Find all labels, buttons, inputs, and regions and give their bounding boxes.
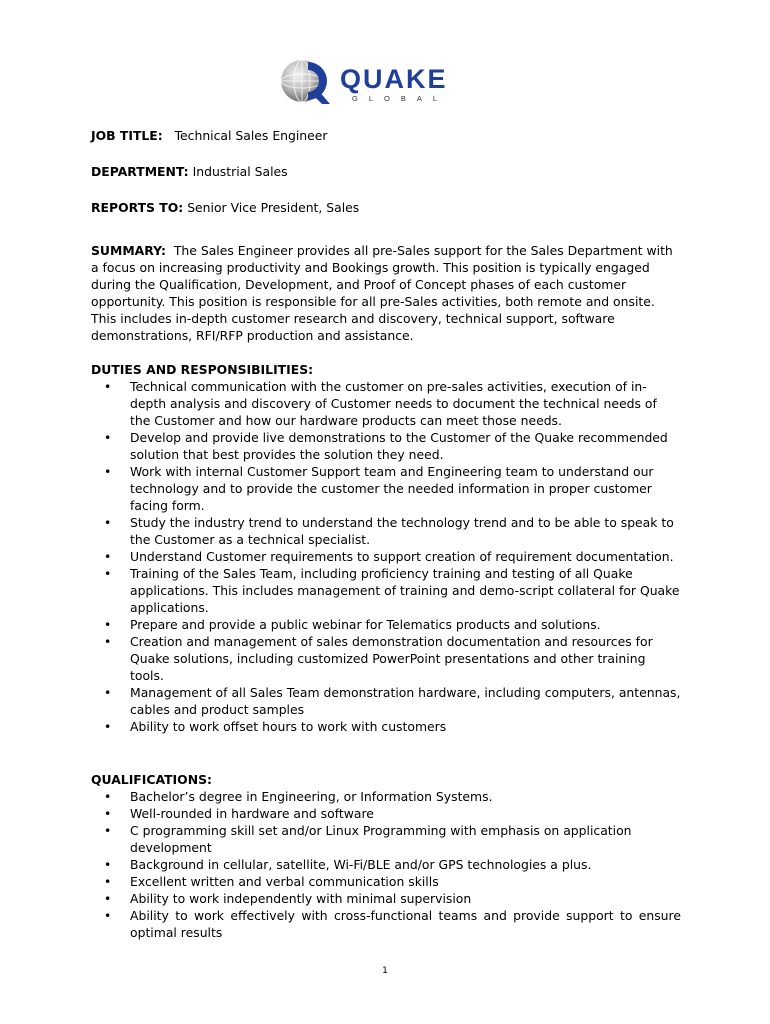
reports-to-line [91,199,681,216]
list-item: • Technical communication with the customer on pre-sales activities, execution of in-depth analysis and discovery of Customer needs to document the technical needs of the Customer and how our hardware products can meet those needs. [104,379,657,428]
list-item: • Ability to work effectively with cross-functional teams and provide support to ensure optimal results [104,908,681,940]
department-line [91,163,681,180]
list-item: • Creation and management of sales demonstration documentation and resources for Quake solutions, including customized PowerPoint presentations and other training tools. [104,634,653,683]
list-item: • Prepare and provide a public webinar for Telematics products and solutions. [104,617,601,632]
department-value: Industrial Sales [192,164,288,179]
qualifications-list [91,788,681,941]
job-title-line [91,127,681,144]
svg-text:QUAKE: QUAKE [340,64,448,94]
list-item: • Study the industry trend to understand the technology trend and to be able to speak to the Customer as a technical specialist. [104,515,674,547]
job-title-value: Technical Sales Engineer [174,128,328,143]
list-item: • Excellent written and verbal communication skills [104,874,439,889]
list-item: • Ability to work offset hours to work with customers [104,719,447,734]
globe-q-icon [278,54,488,112]
page-number: 1 [382,966,388,976]
job-title-label: JOB TITLE: [91,128,163,143]
qualifications-heading: QUALIFICATIONS: [91,772,212,787]
list-item: • Work with internal Customer Support team and Engineering team to understand our technology and to provide the customer the needed information in proper customer facing form. [104,464,654,513]
svg-text:GLOBAL: GLOBAL [352,94,449,103]
list-item: • Bachelor’s degree in Engineering, or Information Systems. [104,789,493,804]
duties-list [91,378,681,735]
summary-text: The Sales Engineer provides all pre-Sales support for the Sales Department with a focus on increasing productivity and Bookings growth. This position is typically engaged during the Qualification, Development, and Proof of Concept phases of each customer opportunity. This position is responsible for all pre-Sales activities, both remote and onsite. This includes in-depth customer research and discovery, technical support, software demonstrations, RFI/RFP production and assistance. [91,243,673,343]
summary-paragraph [91,242,681,344]
list-item: • Understand Customer requirements to support creation of requirement documentation. [104,549,674,564]
list-item: • Management of all Sales Team demonstration hardware, including computers, antennas, cables and product samples [104,685,681,717]
quake-global-logo [278,54,488,112]
list-item: • Background in cellular, satellite, Wi-Fi/BLE and/or GPS technologies a plus. [104,857,592,872]
summary-label: SUMMARY: [91,243,166,258]
list-item: • C programming skill set and/or Linux Programming with emphasis on application development [104,823,632,855]
list-item: • Develop and provide live demonstrations to the Customer of the Quake recommended solution that best provides the solution they need. [104,430,668,462]
duties-heading: DUTIES AND RESPONSIBILITIES: [91,362,314,377]
department-label: DEPARTMENT: [91,164,189,179]
list-item: • Ability to work independently with minimal supervision [104,891,472,906]
list-item: • Well-rounded in hardware and software [104,806,374,821]
reports-to-label: REPORTS TO: [91,200,184,215]
job-description [91,127,681,941]
list-item: • Training of the Sales Team, including proficiency training and testing of all Quake applications. This includes management of training and demo-script collateral for Quake applications. [104,566,680,615]
reports-to-value: Senior Vice President, Sales [187,200,360,215]
